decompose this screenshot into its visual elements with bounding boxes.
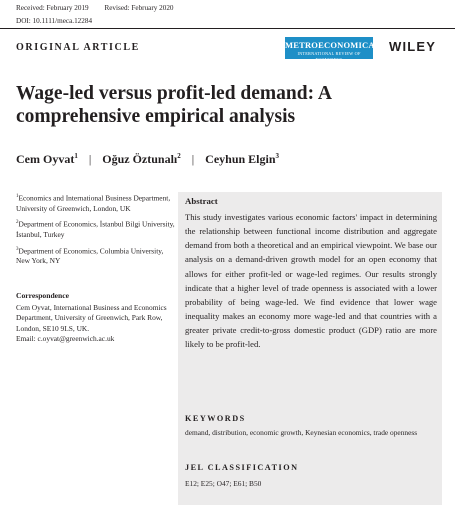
affiliation-item: $^2$Department of Economics, İstanbul Bilgi University, İstanbul, Turkey	[16, 219, 175, 240]
publisher-logo: WILEY	[389, 39, 437, 54]
author-affil-mark: 1	[74, 152, 78, 160]
affiliation-item: $^3$Department of Economics, Columbia University, New York, NY	[16, 246, 164, 266]
journal-subtitle: INTERNATIONAL REVIEW OF ECONOMICS	[297, 51, 361, 62]
article-title: Wage-led versus profit-led demand: A comprehensive empirical analysis	[16, 83, 331, 127]
received-date: Received: February 2019	[16, 4, 89, 12]
correspondence-address: Cem Oyvat, International Business and Economics Department, University of Greenwich, Park Row, London, SE10 9LS, UK.	[16, 303, 167, 333]
author-affil-mark: 3	[275, 152, 280, 160]
affiliation-item: $^1$Economics and International Business Department, University of Greenwich, London, UK	[16, 193, 171, 213]
article-type-label: ORIGINAL ARTICLE	[16, 42, 140, 53]
jel-heading: JEL CLASSIFICATION	[185, 463, 299, 472]
abstract-heading: Abstract	[185, 196, 218, 206]
author-separator: |	[191, 152, 195, 166]
header-rule	[0, 28, 455, 29]
author-name[interactable]: Cem Oyvat	[16, 152, 75, 166]
journal-name: METROECONOMICA	[285, 40, 375, 50]
keywords-text: demand, distribution, economic growth, Keynesian economics, trade openness	[185, 428, 418, 437]
author-list	[16, 152, 279, 167]
correspondence-email[interactable]: Email: c.oyvat@greenwich.ac.uk	[16, 334, 115, 344]
author-name[interactable]: Oğuz Öztunalı	[102, 152, 178, 166]
article-history	[16, 4, 188, 12]
doi-link[interactable]: DOI: 10.1111/meca.12284	[16, 17, 93, 25]
correspondence-details	[16, 303, 176, 345]
journal-logo	[285, 37, 375, 62]
jel-codes: E12; E25; O47; E61; B50	[185, 479, 262, 488]
author-name[interactable]: Ceyhun Elgin	[205, 152, 276, 166]
abstract-text: This study investigates various economic factors' impact in determining the relationship between functional income distribution and aggregate demand from both a theoretical and an empirical viewpoint. We base our analysis on a demand-driven growth model for an open economy that allows for either profit-led or wage-led regimes. Our results strongly indicate that a higher level of trade openness is associated with a lower probability of being wage-led. We find evidence that lower wage inequality makes an economy more wage-led and that countries with a greater private credit-to-gross domestic product (GDP) ratio are more likely to be profit-led.	[185, 212, 437, 350]
author-affil-mark: 2	[177, 152, 181, 160]
keywords-heading: KEYWORDS	[185, 414, 246, 423]
affiliations	[16, 192, 178, 271]
correspondence-heading: Correspondence	[16, 291, 70, 300]
author-separator: |	[88, 152, 92, 166]
revised-date: Revised: February 2020	[104, 4, 174, 12]
